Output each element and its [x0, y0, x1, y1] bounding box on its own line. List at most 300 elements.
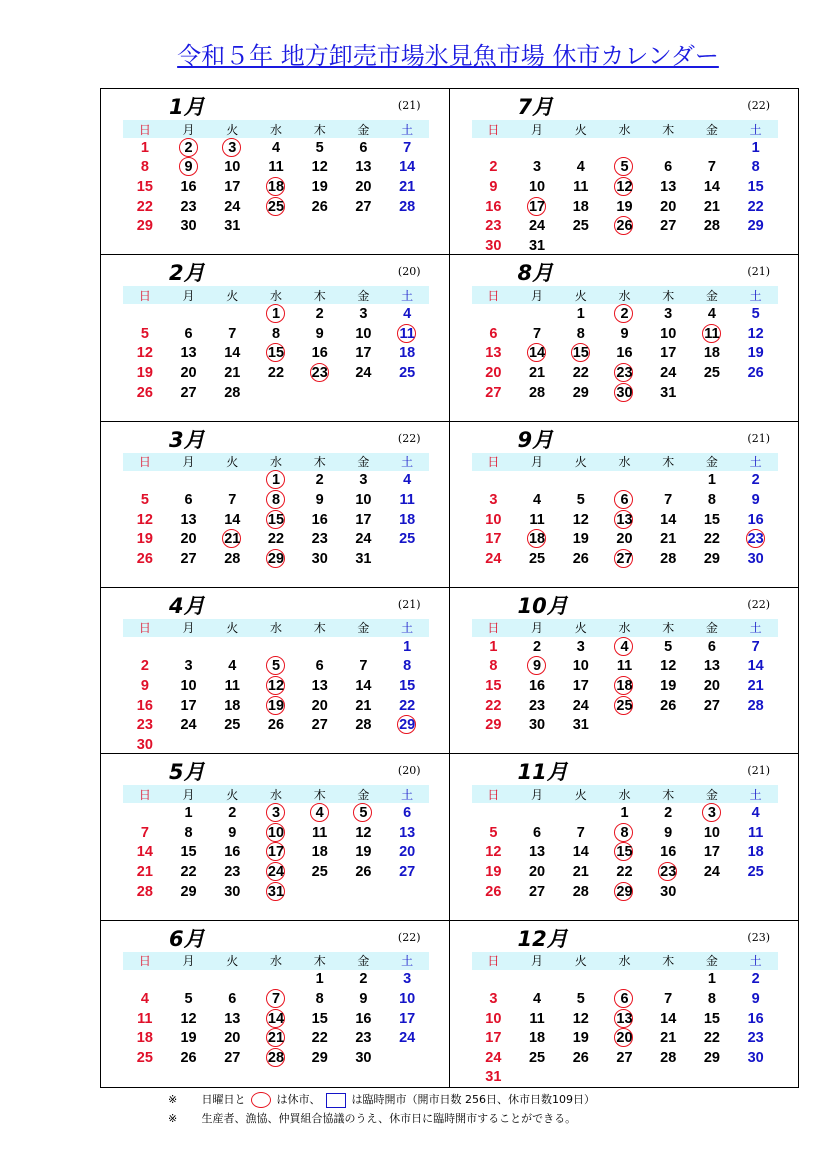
day-number: 6 [184, 492, 193, 509]
day-number: 14 [528, 345, 546, 362]
day-cell [210, 199, 254, 215]
day-cell [646, 698, 690, 714]
day-number: 1 [489, 638, 498, 655]
week-row [472, 177, 778, 197]
day-number: 18 [703, 345, 720, 362]
day-cell [472, 492, 516, 508]
day-number: 19 [660, 677, 677, 694]
day-cell [690, 1050, 734, 1066]
day-number: 2 [315, 306, 324, 323]
weekday-label: 水 [618, 122, 631, 137]
week-row [472, 158, 778, 178]
day-number: 26 [572, 550, 589, 567]
week-row [472, 471, 778, 491]
week-row [472, 490, 778, 510]
weekday-label: 金 [357, 954, 370, 969]
weekday-label: 火 [226, 122, 239, 137]
week-row [472, 549, 778, 569]
day-number: 31 [267, 883, 285, 900]
weekday-header [123, 120, 429, 138]
day-cell [734, 864, 778, 880]
day-number: 30 [747, 1049, 764, 1066]
day-number: 9 [140, 677, 149, 694]
day-cell [342, 326, 386, 342]
weekday-label: 土 [401, 455, 414, 470]
closed-day [254, 492, 298, 508]
day-cell [210, 326, 254, 342]
day-number: 26 [136, 384, 153, 401]
weekday-header [123, 785, 429, 803]
day-number: 15 [703, 1010, 720, 1027]
day-cell [690, 864, 734, 880]
closed-day [254, 698, 298, 714]
closed-day [603, 678, 647, 694]
day-cell [167, 1030, 211, 1046]
weekday-header [472, 952, 778, 970]
day-cell [472, 991, 516, 1007]
week-row [472, 970, 778, 990]
day-number: 14 [572, 844, 589, 861]
day-cell [646, 1030, 690, 1046]
day-cell [472, 159, 516, 175]
closed-day [254, 805, 298, 821]
day-cell [690, 698, 734, 714]
day-number: 30 [528, 717, 546, 734]
month-days-grid [123, 453, 429, 569]
day-cell [559, 717, 603, 733]
day-cell [123, 179, 167, 195]
weekday-label: 土 [749, 787, 762, 802]
day-number: 14 [660, 1010, 677, 1027]
day-number: 27 [355, 198, 372, 215]
day-number: 7 [576, 824, 585, 841]
day-number: 8 [576, 325, 585, 342]
day-number: 21 [399, 178, 416, 195]
week-row [472, 823, 778, 843]
day-number: 27 [311, 717, 328, 734]
day-number: 11 [312, 824, 328, 841]
day-cell [472, 825, 516, 841]
closed-day [690, 326, 734, 342]
week-row [123, 803, 429, 823]
week-row [123, 735, 429, 755]
day-number: 19 [355, 844, 372, 861]
day-number: 27 [616, 1049, 633, 1066]
week-row [123, 304, 429, 324]
day-number: 5 [315, 139, 324, 156]
week-row [123, 1048, 429, 1068]
day-number: 20 [399, 844, 416, 861]
day-number: 25 [703, 364, 720, 381]
day-number: 31 [224, 218, 241, 235]
day-cell [472, 678, 516, 694]
day-cell [734, 1011, 778, 1027]
day-number: 21 [660, 531, 677, 548]
day-cell [342, 864, 386, 880]
month-days-grid [123, 619, 429, 755]
closed-day [254, 658, 298, 674]
weekday-label: 木 [662, 621, 675, 636]
week-row [123, 344, 429, 364]
closed-day [254, 678, 298, 694]
day-number: 21 [528, 364, 546, 381]
day-number: 12 [311, 159, 328, 176]
day-number: 1 [751, 139, 760, 156]
closed-day [210, 531, 254, 547]
day-cell [690, 1011, 734, 1027]
day-number: 2 [359, 971, 368, 988]
day-number: 23 [747, 531, 764, 548]
day-cell [472, 199, 516, 215]
day-number: 15 [747, 178, 764, 195]
day-cell [690, 1030, 734, 1046]
day-cell [472, 658, 516, 674]
day-number: 8 [707, 492, 716, 509]
day-cell [123, 218, 167, 234]
day-cell [734, 551, 778, 567]
weekday-label: 金 [357, 288, 370, 303]
day-number: 9 [620, 325, 629, 342]
day-cell [690, 512, 734, 528]
day-cell [385, 1011, 429, 1027]
open-day-count: (20) [397, 265, 421, 279]
weekday-header [472, 619, 778, 637]
day-cell [515, 864, 559, 880]
day-cell [298, 717, 342, 733]
day-number: 25 [267, 198, 285, 215]
day-cell [298, 326, 342, 342]
day-number: 8 [184, 824, 193, 841]
day-cell [559, 1050, 603, 1066]
day-number: 25 [311, 863, 328, 880]
day-cell [342, 159, 386, 175]
day-cell [646, 306, 690, 322]
day-number: 6 [403, 805, 412, 822]
day-number: 31 [355, 550, 372, 567]
day-number: 6 [228, 991, 237, 1008]
day-cell [472, 639, 516, 655]
weekday-header [123, 286, 429, 304]
day-number: 21 [660, 1030, 677, 1047]
day-number: 24 [399, 1030, 416, 1047]
day-number: 28 [267, 1049, 285, 1066]
legend-row-2 [168, 1109, 595, 1128]
weekday-label: 火 [226, 455, 239, 470]
day-number: 26 [136, 550, 153, 567]
week-row [123, 363, 429, 383]
day-number: 18 [572, 198, 589, 215]
day-cell [515, 1050, 559, 1066]
weekday-label: 木 [662, 787, 675, 802]
day-number: 23 [180, 198, 197, 215]
day-number: 25 [616, 697, 633, 714]
day-cell [167, 717, 211, 733]
day-number: 14 [224, 511, 241, 528]
day-cell [342, 551, 386, 567]
closed-day [734, 531, 778, 547]
day-number: 16 [747, 1010, 764, 1027]
day-number: 26 [267, 717, 285, 734]
day-cell [385, 991, 429, 1007]
day-cell [559, 179, 603, 195]
day-cell [123, 199, 167, 215]
closed-day [603, 698, 647, 714]
day-number: 13 [180, 511, 197, 528]
weekday-label: 火 [226, 621, 239, 636]
closed-day [254, 884, 298, 900]
closed-day [515, 658, 559, 674]
day-cell [210, 825, 254, 841]
day-cell [559, 551, 603, 567]
day-number: 19 [136, 531, 153, 548]
day-cell [123, 658, 167, 674]
day-number: 15 [616, 844, 633, 861]
day-number: 22 [616, 863, 633, 880]
day-cell [123, 385, 167, 401]
day-number: 9 [751, 492, 760, 509]
day-cell [298, 1030, 342, 1046]
day-cell [690, 991, 734, 1007]
day-number: 22 [703, 1030, 720, 1047]
day-number: 3 [403, 971, 412, 988]
weekday-label: 土 [749, 288, 762, 303]
day-number: 12 [616, 178, 633, 195]
closed-day [603, 385, 647, 401]
day-cell [559, 1011, 603, 1027]
month-block [450, 89, 799, 255]
weekday-label: 水 [618, 455, 631, 470]
weekday-label: 金 [357, 122, 370, 137]
weekday-label: 月 [182, 288, 195, 303]
day-number: 10 [572, 658, 589, 675]
day-cell [690, 658, 734, 674]
closed-day [603, 884, 647, 900]
day-number: 23 [747, 1030, 764, 1047]
weekday-label: 金 [705, 288, 718, 303]
day-number: 17 [660, 345, 677, 362]
day-number: 27 [485, 384, 502, 401]
day-number: 16 [311, 511, 328, 528]
day-cell [210, 551, 254, 567]
day-number: 31 [660, 384, 677, 401]
day-cell [646, 658, 690, 674]
day-cell [734, 472, 778, 488]
day-number: 20 [616, 531, 633, 548]
day-cell [385, 825, 429, 841]
day-number: 23 [311, 531, 328, 548]
day-cell [603, 199, 647, 215]
day-cell [342, 844, 386, 860]
day-number: 23 [660, 863, 677, 880]
week-row [472, 344, 778, 364]
day-number: 2 [751, 971, 760, 988]
day-cell [298, 199, 342, 215]
day-number: 18 [399, 345, 416, 362]
day-number: 8 [271, 325, 281, 342]
day-cell [690, 306, 734, 322]
weekday-label: 木 [313, 954, 326, 969]
day-cell [342, 492, 386, 508]
day-number: 3 [489, 991, 498, 1008]
day-number: 25 [399, 531, 416, 548]
day-number: 23 [311, 364, 328, 381]
day-cell [342, 1030, 386, 1046]
day-cell [342, 140, 386, 156]
week-row [123, 549, 429, 569]
day-cell [690, 492, 734, 508]
day-number: 28 [660, 1049, 677, 1066]
day-cell [385, 199, 429, 215]
day-cell [210, 1050, 254, 1066]
week-row [472, 696, 778, 716]
day-number: 30 [224, 883, 241, 900]
day-number: 16 [660, 844, 677, 861]
legend-row-1 [168, 1090, 595, 1109]
day-number: 24 [224, 198, 241, 215]
day-number: 11 [704, 325, 720, 342]
closed-day [690, 805, 734, 821]
day-cell [298, 864, 342, 880]
closed-circle-icon [251, 1092, 271, 1108]
day-cell [298, 306, 342, 322]
day-number: 30 [747, 550, 764, 567]
weekday-label: 火 [574, 288, 587, 303]
day-number: 24 [703, 863, 720, 880]
day-cell [559, 864, 603, 880]
day-number: 15 [399, 677, 416, 694]
day-number: 14 [747, 658, 764, 675]
day-cell [385, 512, 429, 528]
day-cell [472, 238, 516, 254]
weekday-label: 木 [313, 455, 326, 470]
day-number: 18 [136, 1030, 153, 1047]
legend-text: は臨時開市（開市日数 256日、休市日数109日） [351, 1093, 595, 1106]
weekday-label: 土 [401, 954, 414, 969]
day-number: 7 [140, 824, 149, 841]
day-number: 18 [616, 677, 633, 694]
month-days-grid [472, 286, 778, 402]
closed-day [603, 825, 647, 841]
day-number: 16 [180, 178, 197, 195]
day-cell [734, 971, 778, 987]
day-number: 25 [747, 863, 764, 880]
closed-day [603, 1030, 647, 1046]
day-cell [559, 678, 603, 694]
week-row [123, 989, 429, 1009]
weekday-header [472, 785, 778, 803]
week-row [123, 823, 429, 843]
day-cell [646, 179, 690, 195]
calendar-grid [100, 88, 799, 1088]
day-number: 7 [751, 638, 760, 655]
day-cell [210, 884, 254, 900]
day-number: 13 [616, 511, 633, 528]
day-number: 5 [271, 658, 281, 675]
closed-day [515, 199, 559, 215]
week-row [472, 138, 778, 158]
day-number: 18 [267, 178, 285, 195]
day-cell [167, 825, 211, 841]
day-cell [123, 678, 167, 694]
week-row [472, 803, 778, 823]
day-cell [646, 551, 690, 567]
day-cell [123, 1030, 167, 1046]
day-cell [603, 658, 647, 674]
month-title: 12月 [517, 926, 568, 951]
day-cell [734, 140, 778, 156]
day-number: 22 [747, 198, 764, 215]
day-number: 4 [271, 139, 281, 156]
weekday-label: 月 [531, 455, 544, 470]
day-number: 25 [528, 1049, 546, 1066]
weekday-label: 水 [269, 455, 282, 470]
day-number: 20 [528, 863, 546, 880]
day-number: 8 [489, 658, 498, 675]
day-number: 13 [485, 345, 502, 362]
day-cell [646, 825, 690, 841]
weekday-label: 土 [749, 621, 762, 636]
weekday-label: 水 [618, 621, 631, 636]
day-number: 26 [485, 883, 502, 900]
month-title: 7月 [517, 95, 554, 119]
day-cell [734, 678, 778, 694]
day-cell [559, 639, 603, 655]
day-cell [603, 531, 647, 547]
day-number: 29 [485, 717, 502, 734]
week-row [472, 843, 778, 863]
day-cell [690, 345, 734, 361]
weekday-label: 木 [662, 122, 675, 137]
weekday-label: 日 [487, 954, 500, 969]
weekday-label: 木 [662, 288, 675, 303]
day-number: 29 [616, 883, 633, 900]
weekday-label: 火 [574, 455, 587, 470]
day-cell [123, 864, 167, 880]
day-number: 12 [660, 658, 677, 675]
day-number: 5 [664, 638, 673, 655]
closed-day [254, 512, 298, 528]
day-number: 20 [224, 1030, 241, 1047]
day-number: 12 [267, 677, 285, 694]
day-number: 24 [267, 863, 285, 880]
day-cell [646, 365, 690, 381]
day-number: 12 [355, 824, 372, 841]
weekday-label: 水 [618, 954, 631, 969]
day-cell [167, 805, 211, 821]
day-cell [385, 639, 429, 655]
day-cell [472, 345, 516, 361]
day-number: 15 [572, 345, 589, 362]
day-cell [734, 639, 778, 655]
day-cell [342, 531, 386, 547]
day-cell [472, 512, 516, 528]
closed-day [646, 864, 690, 880]
day-cell [690, 531, 734, 547]
day-cell [472, 698, 516, 714]
weekday-label: 金 [705, 455, 718, 470]
weekday-label: 金 [357, 621, 370, 636]
day-number: 20 [616, 1030, 633, 1047]
day-number: 1 [707, 472, 716, 489]
day-cell [472, 1050, 516, 1066]
month-days-grid [472, 785, 778, 901]
day-cell [559, 306, 603, 322]
day-cell [734, 159, 778, 175]
day-number: 27 [660, 218, 677, 235]
month-block [101, 921, 450, 1087]
week-row [123, 138, 429, 158]
day-number: 22 [572, 364, 589, 381]
